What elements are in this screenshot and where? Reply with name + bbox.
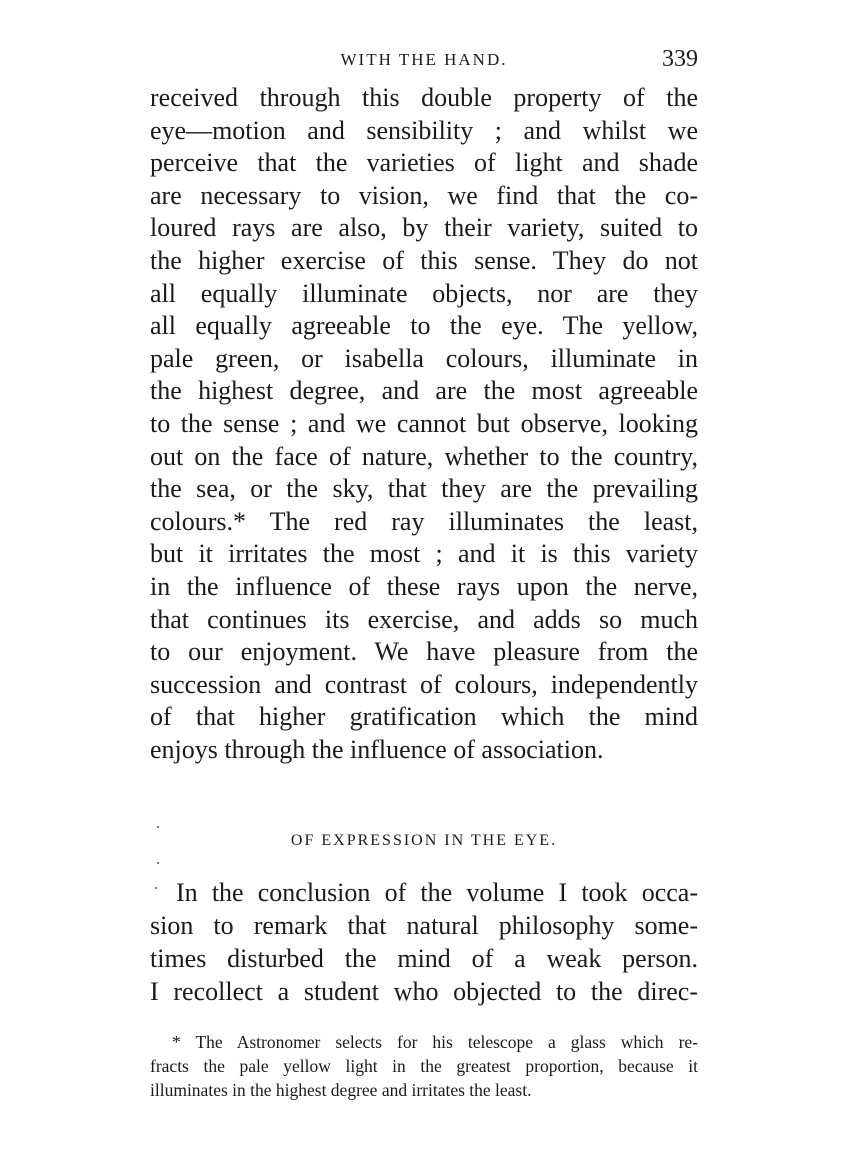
text-line: the highest degree, and are the most agreeable — [150, 376, 698, 406]
text-line: In the conclusion of the volume I took occa- — [176, 878, 698, 907]
text-line: are necessary to vision, we find that the co- — [150, 180, 698, 210]
page-number: 339 — [662, 46, 698, 72]
text-line: to the sense ; and we cannot but observe, looking — [150, 408, 698, 438]
text-line: in the influence of these rays upon the nerve, — [150, 571, 698, 601]
text-line: but it irritates the most ; and it is this variety — [150, 539, 698, 569]
print-speck — [157, 862, 159, 864]
text-line: loured rays are also, by their variety, suited to — [150, 213, 698, 243]
footnote-line: fracts the pale yellow light in the greatest proportion, because it — [150, 1056, 698, 1076]
text-line: times disturbed the mind of a weak person. — [150, 944, 698, 973]
text-line: all equally agreeable to the eye. The yellow, — [150, 311, 698, 341]
text-line: of that higher gratification which the mind — [150, 702, 698, 732]
text-line: colours.* The red ray illuminates the least, — [150, 506, 698, 536]
text-line: eye—motion and sensibility ; and whilst we — [150, 115, 698, 145]
text-line: received through this double property of the — [150, 83, 698, 112]
section-heading: OF EXPRESSION IN THE EYE. — [290, 832, 558, 849]
text-line: pale green, or isabella colours, illuminate in — [150, 343, 698, 373]
text-line: sion to remark that natural philosophy some- — [150, 911, 698, 940]
footnote-line: * The Astronomer selects for his telescope a glass which re- — [172, 1032, 698, 1052]
print-speck — [155, 887, 157, 889]
text-line: out on the face of nature, whether to the country, — [150, 441, 698, 471]
text-line: I recollect a student who objected to the direc- — [150, 977, 698, 1006]
paragraph-color-and-vision — [150, 82, 698, 766]
text-line: succession and contrast of colours, independently — [150, 669, 698, 699]
text-line: to our enjoyment. We have pleasure from the — [150, 637, 698, 667]
text-line: enjoys through the influence of association. — [150, 734, 604, 764]
running-title: WITH THE HAND. — [340, 50, 508, 69]
running-head — [150, 46, 698, 76]
text-line: all equally illuminate objects, nor are they — [150, 278, 698, 308]
print-speck — [157, 826, 159, 828]
footnote — [150, 1030, 698, 1102]
footnote-line: illuminates in the highest degree and irritates the least. — [150, 1080, 532, 1100]
text-line: the higher exercise of this sense. They do not — [150, 245, 698, 275]
text-line: perceive that the varieties of light and shade — [150, 148, 698, 178]
text-line: the sea, or the sky, that they are the prevailing — [150, 474, 698, 504]
paragraph-expression — [150, 876, 698, 1008]
text-line: that continues its exercise, and adds so much — [150, 604, 698, 634]
